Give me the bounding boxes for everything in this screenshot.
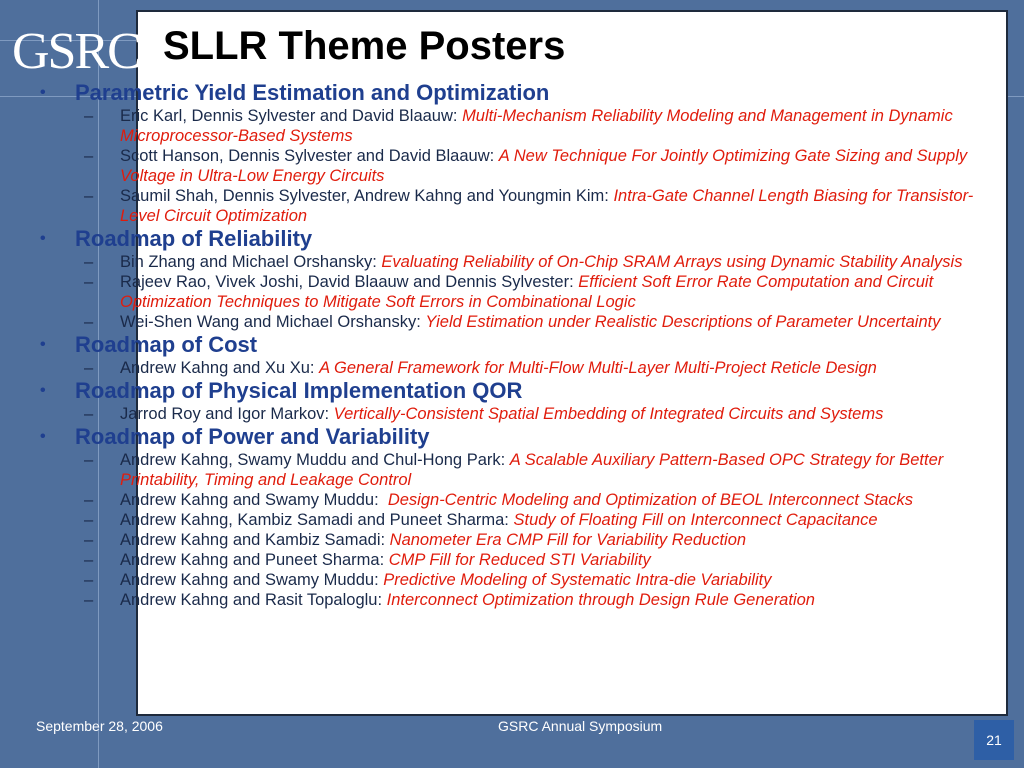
footer-date: September 28, 2006	[36, 718, 163, 734]
topic-heading-text: Roadmap of Power and Variability	[75, 424, 430, 449]
footer-event: GSRC Annual Symposium	[498, 718, 663, 734]
poster-authors: Jarrod Roy and Igor Markov:	[120, 405, 334, 423]
topic-section	[36, 80, 996, 226]
gsrc-logo: GSRC	[12, 23, 140, 80]
poster-authors: Saumil Shah, Dennis Sylvester, Andrew Kahng and Youngmin Kim:	[120, 187, 614, 205]
poster-authors: Andrew Kahng and Rasit Topaloglu:	[120, 591, 387, 609]
poster-authors: Bin Zhang and Michael Orshansky:	[120, 253, 382, 271]
poster-entry	[120, 312, 990, 332]
bullet-icon: •	[40, 84, 46, 101]
page-number: 21	[974, 720, 1014, 760]
poster-title: Predictive Modeling of Systematic Intra-die Variability	[383, 571, 772, 589]
poster-item	[84, 510, 996, 530]
topic-heading	[36, 332, 996, 358]
dash-icon: –	[84, 571, 94, 589]
poster-item	[84, 146, 996, 186]
poster-entry	[120, 186, 990, 226]
dash-icon: –	[84, 253, 94, 271]
topic-heading-text: Roadmap of Cost	[75, 332, 258, 357]
poster-item	[84, 450, 996, 490]
poster-authors: Andrew Kahng and Xu Xu:	[120, 359, 320, 377]
topic-section	[36, 226, 996, 332]
poster-entry	[120, 146, 990, 186]
poster-list	[36, 80, 996, 610]
poster-authors: Andrew Kahng and Kambiz Samadi:	[120, 531, 390, 549]
poster-item	[84, 550, 996, 570]
poster-item	[84, 570, 996, 590]
dash-icon: –	[84, 405, 94, 423]
dash-icon: –	[84, 551, 94, 569]
poster-authors: Wei-Shen Wang and Michael Orshansky:	[120, 313, 426, 331]
poster-item	[84, 106, 996, 146]
poster-entry	[120, 570, 990, 590]
dash-icon: –	[84, 313, 94, 331]
poster-authors: Andrew Kahng, Swamy Muddu and Chul-Hong Park:	[120, 451, 510, 469]
dash-icon: –	[84, 147, 94, 165]
poster-item	[84, 272, 996, 312]
poster-entry	[120, 272, 990, 312]
poster-entry	[120, 106, 990, 146]
topic-heading	[36, 424, 996, 450]
dash-icon: –	[84, 187, 94, 205]
poster-title: Vertically-Consistent Spatial Embedding of Integrated Circuits and Systems	[333, 405, 884, 423]
poster-authors: Scott Hanson, Dennis Sylvester and David Blaauw:	[120, 147, 499, 165]
poster-item	[84, 358, 996, 378]
slide-title: SLLR Theme Posters	[163, 24, 566, 68]
poster-item	[84, 186, 996, 226]
poster-authors: Andrew Kahng, Kambiz Samadi and Puneet Sharma:	[120, 511, 514, 529]
poster-item	[84, 530, 996, 550]
topic-section	[36, 332, 996, 378]
bullet-icon: •	[40, 336, 46, 353]
poster-authors: Eric Karl, Dennis Sylvester and David Blaauw:	[120, 107, 463, 125]
poster-authors: Andrew Kahng and Puneet Sharma:	[120, 551, 389, 569]
poster-entry	[120, 252, 990, 272]
poster-authors: Andrew Kahng and Swamy Muddu:	[120, 571, 384, 589]
dash-icon: –	[84, 107, 94, 125]
poster-entry	[120, 490, 990, 510]
topic-heading-text: Roadmap of Physical Implementation QOR	[75, 378, 523, 403]
dash-icon: –	[84, 451, 94, 469]
poster-entry	[120, 510, 990, 530]
topic-heading-text: Roadmap of Reliability	[75, 226, 313, 251]
poster-entry	[120, 358, 990, 378]
poster-title: Nanometer Era CMP Fill for Variability Reduction	[389, 531, 747, 549]
poster-item	[84, 312, 996, 332]
poster-entry	[120, 450, 990, 490]
dash-icon: –	[84, 531, 94, 549]
poster-entry	[120, 590, 990, 610]
poster-title: Study of Floating Fill on Interconnect Capacitance	[513, 511, 878, 529]
topic-heading	[36, 226, 996, 252]
poster-item	[84, 404, 996, 424]
topic-section	[36, 378, 996, 424]
poster-title: CMP Fill for Reduced STI Variability	[388, 551, 651, 569]
bullet-icon: •	[40, 230, 46, 247]
poster-authors: Rajeev Rao, Vivek Joshi, David Blaauw and Dennis Sylvester:	[120, 273, 579, 291]
poster-item	[84, 490, 996, 510]
topic-heading-text: Parametric Yield Estimation and Optimization	[75, 80, 550, 105]
dash-icon: –	[84, 491, 94, 509]
poster-entry	[120, 530, 990, 550]
poster-item	[84, 590, 996, 610]
poster-item	[84, 252, 996, 272]
poster-title: A Scalable Auxiliary Pattern-Based OPC Strategy for Better Printability, Timing and Leakage Control	[120, 451, 944, 489]
topic-heading	[36, 378, 996, 404]
dash-icon: –	[84, 359, 94, 377]
dash-icon: –	[84, 591, 94, 609]
poster-title: Yield Estimation under Realistic Descriptions of Parameter Uncertainty	[425, 313, 941, 331]
poster-entry	[120, 404, 990, 424]
poster-title: Design-Centric Modeling and Optimization of BEOL Interconnect Stacks	[387, 491, 914, 509]
topic-heading	[36, 80, 996, 106]
poster-title: A General Framework for Multi-Flow Multi-Layer Multi-Project Reticle Design	[319, 359, 877, 377]
poster-title: Intra-Gate Channel Length Biasing for Transistor-Level Circuit Optimization	[120, 187, 974, 225]
bullet-icon: •	[40, 428, 46, 445]
poster-entry	[120, 550, 990, 570]
poster-title: Multi-Mechanism Reliability Modeling and Management in Dynamic Microprocessor-Based Systems	[120, 107, 953, 145]
topic-section	[36, 424, 996, 610]
dash-icon: –	[84, 511, 94, 529]
poster-title: A New Technique For Jointly Optimizing Gate Sizing and Supply Voltage in Ultra-Low Energy Circuits	[120, 147, 968, 185]
poster-title: Efficient Soft Error Rate Computation and Circuit Optimization Techniques to Mitigate Soft Errors in Combinational Logic	[120, 273, 934, 311]
bullet-icon: •	[40, 382, 46, 399]
dash-icon: –	[84, 273, 94, 291]
poster-title: Evaluating Reliability of On-Chip SRAM Arrays using Dynamic Stability Analysis	[381, 253, 963, 271]
poster-authors: Andrew Kahng and Swamy Muddu:	[120, 491, 388, 509]
poster-title: Interconnect Optimization through Design Rule Generation	[386, 591, 815, 609]
